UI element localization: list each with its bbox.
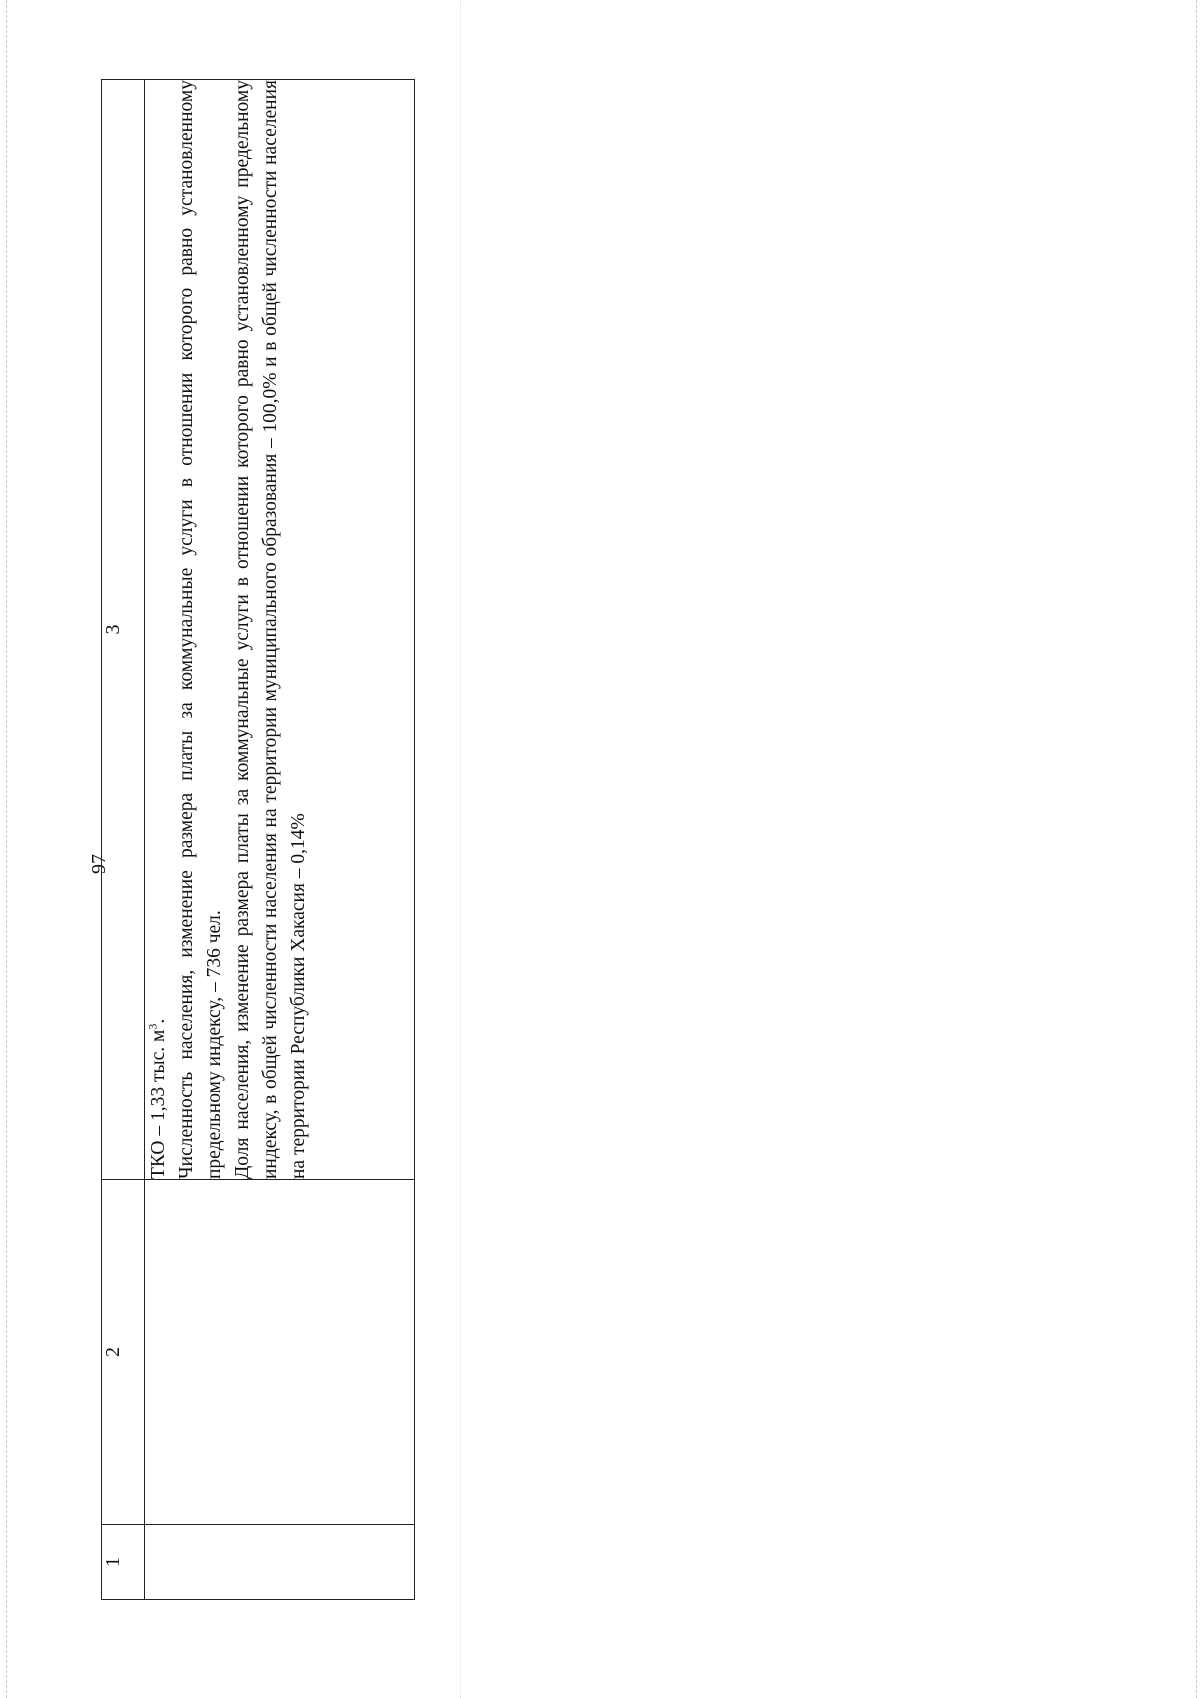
table-header-row	[102, 80, 145, 1600]
cell-col3	[145, 80, 415, 1180]
column-header-2: 2	[102, 1180, 145, 1525]
cell-col1	[145, 1525, 415, 1600]
cubic-superscript: 3	[145, 1023, 160, 1030]
table-row	[145, 80, 415, 1600]
cell-col2	[145, 1180, 415, 1525]
data-table	[101, 79, 415, 1600]
column-header-1: 1	[102, 1525, 145, 1600]
population-paragraph: Численность населения, изменение размера платы за коммунальные услуги в отношении которого равно установленному предельному индексу, – 736 чел.	[176, 80, 225, 1179]
column-header-3: 3	[102, 80, 145, 1180]
page-number: 97	[88, 854, 110, 874]
population-share-paragraph: Доля населения, изменение размера платы за коммунальные услуги в отношении которого равно установленному предельному индексу, в общей численности населения на территории муниципального образования – 100,0% и в общей численности населения на территории Республики Хакасия – 0,14%	[232, 80, 309, 1179]
tko-volume-line: ТКО – 1,33 тыс. $м^3$.	[145, 1018, 169, 1179]
